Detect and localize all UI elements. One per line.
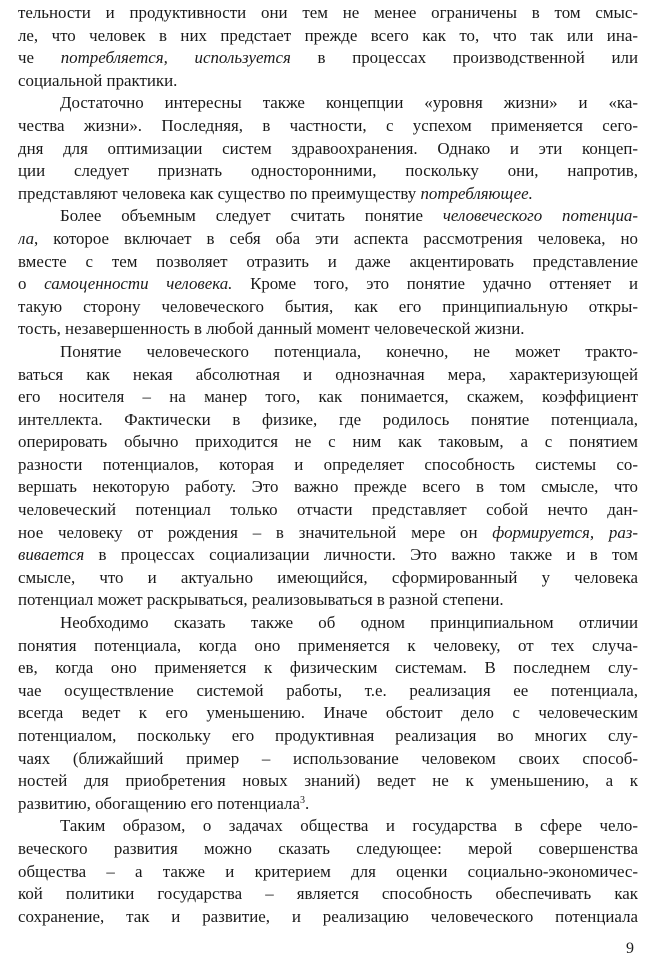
- text-span: тость, незавершенность в любой данный момент человеческой жизни.: [18, 319, 525, 339]
- text-span: сохранение, так и развитие, и реализацию человеческого потенциала: [18, 906, 638, 926]
- italic-text: формируется, раз-: [492, 522, 638, 542]
- text-line: [18, 138, 638, 161]
- page-number: 9: [626, 940, 634, 957]
- text-line: [18, 612, 638, 635]
- text-span: ностей для приобретения новых знаний) ведет не к уменьшению, а к: [18, 771, 638, 791]
- text-span: ле, что человек в них предстает прежде всего как то, что так или ина-: [18, 25, 638, 45]
- text-span: всегда ведет к его уменьшению. Иначе обстоит дело с человеческим: [18, 703, 638, 723]
- text-line: [18, 251, 638, 274]
- text-line: [18, 567, 638, 590]
- text-line: [18, 635, 638, 658]
- text-span: Понятие человеческого потенциала, конечно, не может тракто-: [60, 341, 638, 361]
- text-line: [18, 364, 638, 387]
- text-span: смысле, что и актуально имеющийся, сформированный у человека: [18, 567, 638, 587]
- text-span: такую сторону человеческого бытия, как его принципиальную откры-: [18, 296, 638, 316]
- body-text: [18, 2, 638, 928]
- text-span: понятия потенциала, когда оно применяется к человеку, от тех случа-: [18, 635, 638, 655]
- text-line: [18, 657, 638, 680]
- text-span: Таким образом, о задачах общества и государства в сфере чело-: [60, 816, 638, 836]
- text-line: [18, 205, 638, 228]
- text-line: [18, 92, 638, 115]
- text-line: [18, 748, 638, 771]
- italic-text: самоценности человека.: [44, 274, 233, 294]
- text-span: Кроме того, это понятие удачно оттеняет и: [232, 274, 638, 294]
- footnote-ref: 3: [299, 794, 305, 806]
- text-line: [18, 47, 638, 70]
- text-line: [18, 544, 638, 567]
- text-span: ции следует признать односторонними, поскольку они, напротив,: [18, 161, 638, 181]
- text-span: тельности и продуктивности они тем не менее ограничены в том смыс-: [18, 3, 638, 22]
- text-line: [18, 680, 638, 703]
- text-line: [18, 702, 638, 725]
- text-line: [18, 522, 638, 545]
- text-line: [18, 793, 638, 816]
- text-line: [18, 183, 638, 206]
- text-span: вершать некоторую работу. Это важно прежде всего в том смысле, что: [18, 477, 638, 497]
- text-line: [18, 431, 638, 454]
- text-span: , которое включает в себя оба эти аспекта рассмотрения человека, но: [34, 228, 638, 248]
- text-span: интеллекта. Фактически в физике, где родилось понятие потенциала,: [18, 409, 638, 429]
- text-line: [18, 725, 638, 748]
- text-span: ное человеку от рождения – в значительной мере он: [18, 522, 493, 542]
- text-line: [18, 115, 638, 138]
- italic-text: вивается: [18, 545, 85, 565]
- text-span: .: [304, 793, 310, 813]
- text-span: потенциалом, поскольку его продуктивная реализация во многих слу-: [18, 726, 638, 745]
- text-line: [18, 386, 638, 409]
- text-line: [18, 409, 638, 432]
- text-span: че: [18, 48, 61, 68]
- italic-text: потребляющее.: [420, 183, 533, 203]
- text-span: дня для оптимизации систем здравоохранения. Однако и эти концеп-: [18, 138, 638, 158]
- text-line: [18, 906, 638, 929]
- text-span: в процессах социализации личности. Это важно также и в том: [84, 545, 638, 565]
- text-span: общества – а также и критерием для оценки социально-экономичес-: [18, 861, 638, 881]
- text-line: [18, 318, 638, 341]
- text-span: разности потенциалов, которая и определяет способность системы со-: [18, 454, 638, 474]
- text-line: [18, 296, 638, 319]
- text-line: [18, 838, 638, 861]
- text-line: [18, 273, 638, 296]
- text-line: [18, 2, 638, 25]
- text-span: ваться как некая абсолютная и однозначная мера, характеризующей: [18, 364, 638, 384]
- italic-text: потребляется, используется: [60, 48, 291, 68]
- text-span: чества жизни». Последняя, в частности, с успехом применяется сего-: [18, 115, 638, 135]
- text-line: [18, 25, 638, 48]
- text-line: [18, 228, 638, 251]
- text-span: развитию, обогащению его потенциала: [18, 793, 300, 813]
- text-line: [18, 476, 638, 499]
- text-span: о: [18, 274, 45, 294]
- text-span: чаях (ближайший пример – использование человеком своих способ-: [18, 748, 638, 768]
- text-span: кой политики государства – является способность обеспечивать как: [18, 884, 638, 904]
- text-span: Достаточно интересны также концепции «уровня жизни» и «ка-: [60, 93, 638, 113]
- text-span: Необходимо сказать также об одном принципиальном отличии: [60, 613, 638, 633]
- text-span: социальной практики.: [18, 70, 178, 90]
- text-span: чае осуществление системой работы, т.е. реализация ее потенциала,: [18, 680, 638, 700]
- text-line: [18, 815, 638, 838]
- text-span: веческого развития можно сказать следующее: мерой совершенства: [18, 838, 638, 858]
- text-line: [18, 499, 638, 522]
- text-span: ев, когда оно применяется к физическим системам. В последнем слу-: [18, 658, 638, 678]
- italic-text: ла: [18, 228, 35, 248]
- text-span: в процессах производственной или: [290, 48, 638, 68]
- text-span: оперировать обычно приходится не с ним как таковым, а с понятием: [18, 432, 638, 452]
- text-line: [18, 454, 638, 477]
- text-span: вместе с тем позволяет отразить и даже акцентировать представление: [18, 251, 638, 271]
- text-line: [18, 589, 638, 612]
- text-span: представляют человека как существо по преимуществу: [18, 183, 421, 203]
- text-line: [18, 70, 638, 93]
- text-span: его носителя – на манер того, как понимается, скажем, коэффициент: [18, 387, 638, 407]
- text-line: [18, 160, 638, 183]
- text-span: Более объемным следует считать понятие: [60, 206, 443, 226]
- text-line: [18, 770, 638, 793]
- italic-text: человеческого потенциа-: [442, 206, 638, 226]
- text-line: [18, 341, 638, 364]
- text-span: человеческий потенциал только отчасти представляет собой нечто дан-: [18, 500, 638, 520]
- text-span: потенциал может раскрываться, реализовываться в разной степени.: [18, 590, 504, 610]
- text-line: [18, 861, 638, 884]
- text-line: [18, 883, 638, 906]
